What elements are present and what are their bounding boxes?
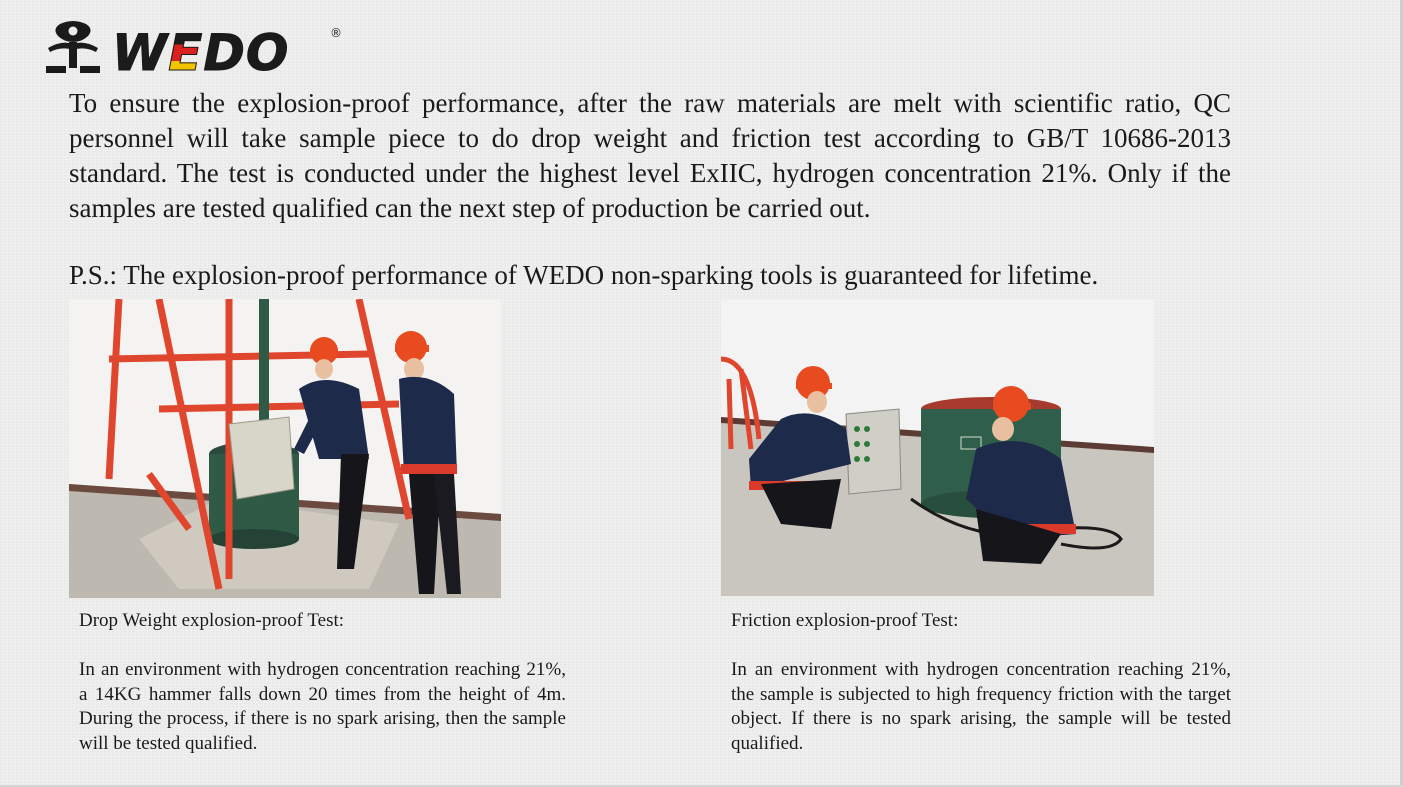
registered-mark: ® [330,26,342,40]
drop-weight-test-photo [69,299,501,598]
ps-note: P.S.: The explosion-proof performance of WEDO non-sparking tools is guaranteed for lifetime. [69,260,1099,290]
intro-paragraph: To ensure the explosion-proof performance, after the raw materials are melt with scientific ratio, QC personnel will take sample piece to do drop weight and friction test according to GB/T 10686-2013 standard. The test is conducted under the highest level ExIIC, hydrogen concentration 21%. Only if the samples are tested qualified can the next step of production be carried out. [69,88,1231,223]
wedo-hammer-logo-icon [44,20,102,76]
wedo-wordmark [112,20,290,82]
drop-weight-test-title: Drop Weight explosion-proof Test: [79,610,345,631]
friction-test-description: In an environment with hydrogen concentration reaching 21%, the sample is subjected to high frequency friction with the target object. If there is no spark arising, the sample will be tested qualified. [731,659,1231,754]
friction-test-title: Friction explosion-proof Test: [731,610,959,631]
drop-weight-test-description: In an environment with hydrogen concentration reaching 21%, a 14KG hammer falls down 20 times from the height of 4m. During the process, if there is no spark arising, then the sample will be tested qualified. [79,659,566,754]
wedo-logo [44,20,344,82]
logo-letter-w: W [112,24,169,82]
friction-test-photo [721,299,1154,596]
logo-letter-d: D [203,24,246,82]
logo-letter-o: O [245,24,290,82]
logo-letter-e: E [168,24,204,82]
